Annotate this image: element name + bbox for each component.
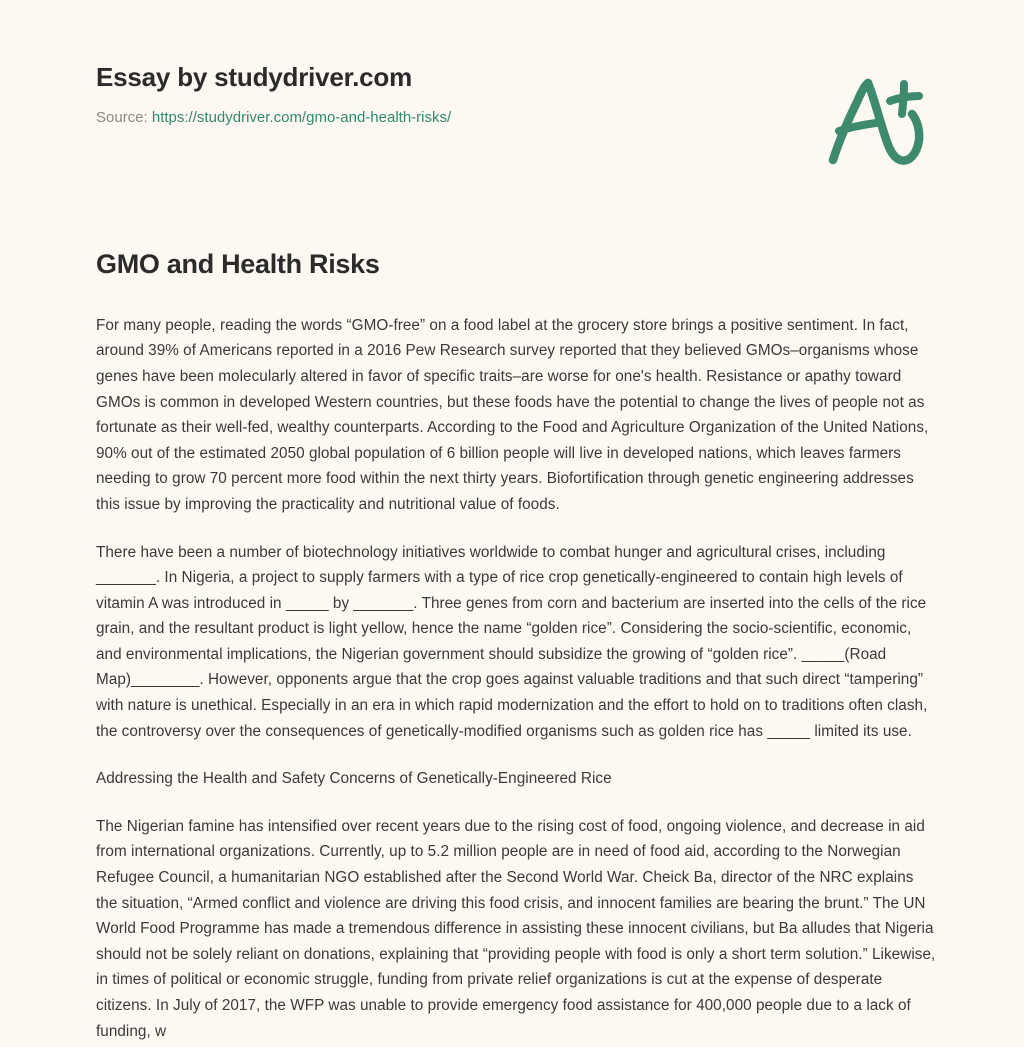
- page-title: GMO and Health Risks: [96, 249, 380, 279]
- paragraph-2: There have been a number of biotechnology initiatives worldwide to combat hunger and agricultural crises, including _______. In Nigeria, a project to supply farmers with a type of rice crop genetically-engineered to contain high levels of vitamin A was introduced in _____ by _______. Three genes from corn and bacterium are inserted into the cells of the rice grain, and the resultant product is light yellow, hence the name “golden rice”. Considering the socio-scientific, economic, and environmental implications, the Nigerian government should subsidize the growing of “golden rice”. _____(Road Map)________. However, opponents argue that the crop goes against valuable traditions and that such direct “tampering” with nature is unethical. Especially in an era in which rapid modernization and the effort to hold on to traditions often clash, the controversy over the consequences of genetically-modified organisms such as golden rice has _____ limited its use.: [96, 543, 928, 740]
- section-heading: Addressing the Health and Safety Concerns of Genetically-Engineered Rice: [96, 770, 612, 788]
- article-body: [96, 313, 936, 1044]
- byline: Essay by studydriver.com: [96, 62, 413, 92]
- paragraph-1: For many people, reading the words “GMO-free” on a food label at the grocery store brings a positive sentiment. In fact, around 39% of Americans reported in a 2016 Pew Research survey reported that they believed GMOs–organisms whose genes have been molecularly altered in favor of specific traits–are worse for one's health. Resistance or apathy toward GMOs is common in developed Western countries, but these foods have the potential to change the lives of people not as fortunate as their well-fed, wealthy counterparts. According to the Food and Agriculture Organization of the United Nations, 90% out of the estimated 2050 global population of 6 billion people will live in developed nations, which leaves farmers needing to grow 70 percent more food within the next thirty years. Biofortification through genetic engineering addresses this issue by improving the practicality and nutritional value of foods.: [96, 316, 929, 513]
- source-label: Source:: [96, 109, 148, 127]
- article: [96, 248, 936, 1044]
- source-line: [96, 108, 928, 128]
- a-plus-logo-icon: [824, 72, 928, 172]
- source-url-link[interactable]: https://studydriver.com/gmo-and-health-risks/: [151, 109, 452, 127]
- page-header: [96, 62, 928, 128]
- paragraph-3: The Nigerian famine has intensified over recent years due to the rising cost of food, ongoing violence, and decrease in aid from international organizations. Currently, up to 5.2 million people are in need of food aid, according to the Norwegian Refugee Council, a humanitarian NGO established after the Second World War. Cheick Ba, director of the NRC explains the situation, “Armed conflict and violence are driving this food crisis, and innocent families are bearing the brunt.” The UN World Food Programme has made a tremendous difference in assisting these innocent civilians, but Ba alludes that Nigeria should not be solely reliant on donations, explaining that “providing people with food is only a short term solution.” Likewise, in times of political or economic struggle, funding from private relief organizations is cut at the expense of desperate citizens. In July of 2017, the WFP was unable to provide emergency food assistance for 400,000 people due to a lack of funding, w: [96, 817, 936, 1040]
- studydriver-logo: [824, 72, 928, 172]
